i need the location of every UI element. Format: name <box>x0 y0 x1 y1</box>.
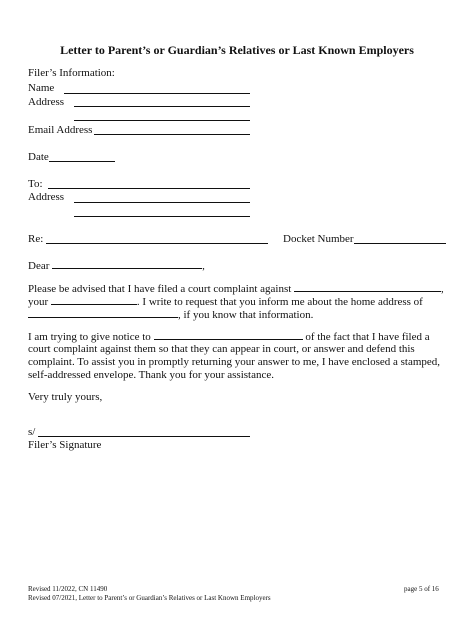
footer-revised-prior: Revised 07/2021, Letter to Parent’s or Guardian’s Relatives or Last Known Employers <box>28 594 271 602</box>
salutation-name-field[interactable] <box>52 259 202 269</box>
filer-name-label: Name <box>28 82 55 94</box>
signature-label: Filer’s Signature <box>28 439 102 451</box>
re-field[interactable] <box>46 243 268 244</box>
salutation-comma: , <box>202 260 205 272</box>
re-label: Re: <box>28 233 44 245</box>
para1-comma: , <box>441 283 444 295</box>
para1-line2 <box>28 295 423 309</box>
footer-page-number: page 5 of 16 <box>404 585 439 593</box>
recipient-address-label: Address <box>28 191 65 203</box>
salutation-word: Dear <box>28 260 50 272</box>
date-field[interactable] <box>49 161 115 162</box>
closing: Very truly yours, <box>28 391 103 403</box>
date-label: Date <box>28 151 49 163</box>
docket-number-field[interactable] <box>354 243 446 244</box>
to-label: To: <box>28 178 43 190</box>
para2-line2: court complaint against them so that they can appear in court, or answer and defend this <box>28 343 415 355</box>
para2-line1 <box>28 330 430 344</box>
footer-revised-current: Revised 11/2022, CN 11490 <box>28 585 108 593</box>
salutation-line <box>28 259 205 273</box>
para1-line1 <box>28 282 444 296</box>
filer-name-field[interactable] <box>64 93 250 94</box>
person-name-field[interactable] <box>28 308 178 318</box>
recipient-address-field-2[interactable] <box>74 216 250 217</box>
docket-number-label: Docket Number <box>283 233 354 245</box>
filer-email-field[interactable] <box>94 134 250 135</box>
notice-recipient-field[interactable] <box>154 330 303 340</box>
para2-line3: complaint. To assist you in promptly returning your answer to me, I have enclosed a stamped, <box>28 356 441 368</box>
filer-address-field-1[interactable] <box>74 106 250 107</box>
to-field[interactable] <box>48 188 250 189</box>
para1-text-1: Please be advised that I have filed a court complaint against <box>28 283 292 295</box>
para2-text-2: of the fact that I have filed a <box>305 331 430 343</box>
para2-line4: self-addressed envelope. Thank you for your assistance. <box>28 369 274 381</box>
recipient-address-field-1[interactable] <box>74 202 250 203</box>
para1-line3 <box>28 308 313 322</box>
filer-info-heading: Filer’s Information: <box>28 67 115 79</box>
signature-prefix: s/ <box>28 426 36 438</box>
relationship-field[interactable] <box>51 295 137 305</box>
para2-text-1: I am trying to give notice to <box>28 331 151 343</box>
filer-address-field-2[interactable] <box>74 120 250 121</box>
signature-field[interactable] <box>38 436 250 437</box>
para1-text-3: . I write to request that you inform me about the home address of <box>136 296 423 308</box>
para1-text-2: your <box>28 296 49 308</box>
para1-text-4: , if you know that information. <box>178 309 314 321</box>
defendant-field[interactable] <box>294 282 441 292</box>
filer-email-label: Email Address <box>28 124 93 136</box>
page-title: Letter to Parent’s or Guardian’s Relatives or Last Known Employers <box>60 43 414 57</box>
filer-address-label: Address <box>28 96 65 108</box>
